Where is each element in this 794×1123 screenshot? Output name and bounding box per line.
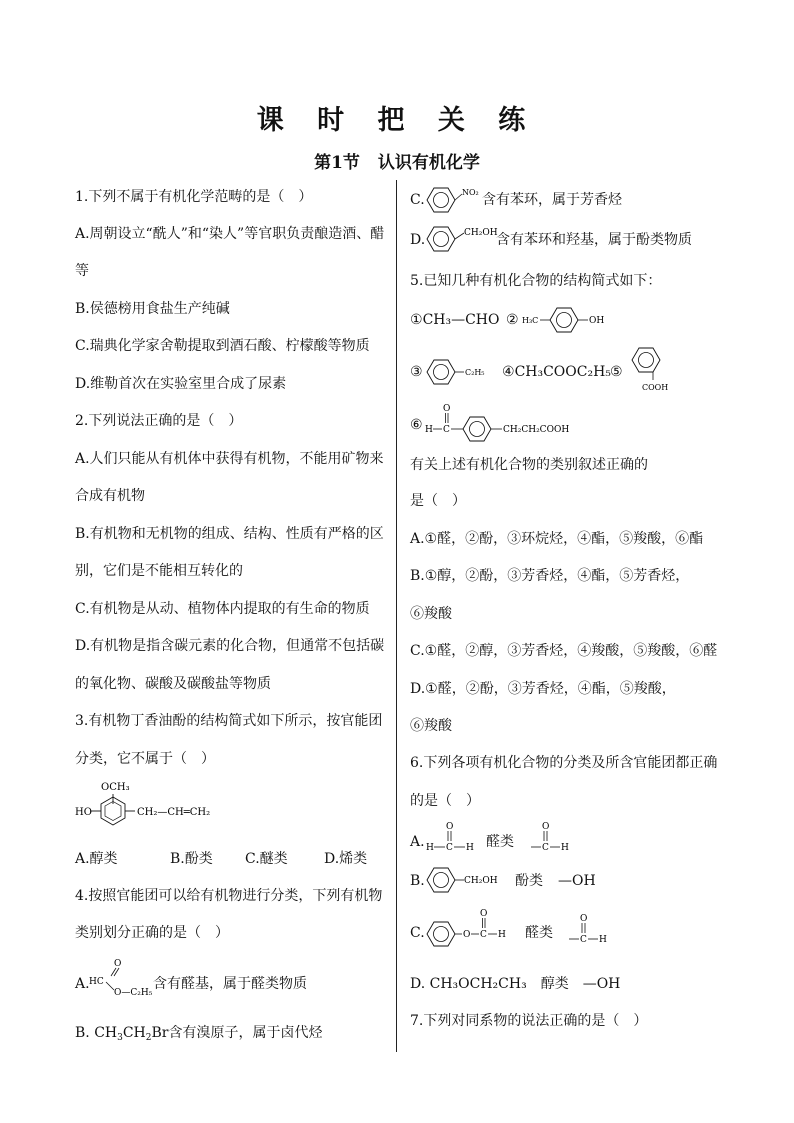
q4-option-c-text: 含有苯环，属于芳香烃 xyxy=(482,192,622,208)
s1-formula: CH₃—CHO xyxy=(422,312,500,328)
q1-option-a-cont: 等 xyxy=(75,263,89,279)
q4-option-d-text: 含有苯环和羟基，属于酚类物质 xyxy=(496,232,692,248)
q6-option-b-func: —OH xyxy=(558,873,596,889)
q5-question: 有关上述有机化合物的类别叙述正确的 xyxy=(410,457,648,473)
ho-label: HO xyxy=(75,807,92,818)
q1-option-b: B.侯德榜用食盐生产纯碱 xyxy=(75,301,230,317)
q4-stem-cont: 类别划分正确的是（ ） xyxy=(75,925,229,941)
q4-option-b-rest: Br含有溴原子，属于卤代烃 xyxy=(151,1025,323,1041)
q6a-fg-h-label: H xyxy=(561,843,569,853)
q6-stem: 6.下列各项有机化合物的分类及所含官能团都正确 xyxy=(410,755,718,771)
q6-option-c-label: C. xyxy=(410,925,425,941)
ethylbenzene-structure xyxy=(425,357,505,387)
q6-option-a-label: A. xyxy=(410,834,425,850)
q4-option-b-prefix: B. CH xyxy=(75,1025,118,1041)
c2h5-label: C₂H₅ xyxy=(465,368,485,377)
q3-option-a: A.醇类 xyxy=(75,851,118,867)
q5-option-c: C.①醛，②醇，③芳香烃，④羧酸，⑤羧酸，⑥醛 xyxy=(410,643,718,659)
q5-option-d-cont: ⑥羧酸 xyxy=(410,718,452,734)
q5-structure-4 xyxy=(502,363,611,381)
q4-option-c-label: C. xyxy=(410,192,425,208)
q1-option-c: C.瑞典化学家舍勒提取到酒石酸、柠檬酸等物质 xyxy=(75,338,370,354)
p-cresol-structure xyxy=(522,304,632,334)
q6c-c-label: C xyxy=(480,930,487,940)
phenyl-formate-structure xyxy=(424,908,524,948)
q4-option-b-sub2: 2 xyxy=(145,1033,152,1043)
och3-label: OCH₃ xyxy=(101,782,130,793)
q4-option-a-text: 含有醛基，属于醛类物质 xyxy=(153,976,307,992)
q6-option-b-class: 酚类 xyxy=(515,873,543,889)
s6-c-label: C xyxy=(443,425,450,435)
q5-structure-1 xyxy=(410,311,500,329)
s6-chain-label: CH₂CH₂COOH xyxy=(503,425,570,435)
q6c-fg-h-label: H xyxy=(599,935,607,945)
q2-option-a-cont: 合成有机物 xyxy=(75,488,145,504)
h3c-label: H₃C xyxy=(522,316,539,325)
structure-6 xyxy=(425,402,595,442)
q6b-benzyl-alcohol-structure xyxy=(424,864,514,898)
q5-question-cont: 是（ ） xyxy=(410,493,466,509)
q6c-fg-c-label: C xyxy=(580,935,587,945)
q6-option-c-class: 醛类 xyxy=(525,925,553,941)
q3-option-c: C.醚类 xyxy=(245,851,288,867)
q1-option-a: A.周朝设立“酰人”和“染人”等官职负责酿造酒、醋 xyxy=(75,226,385,242)
eugenol-structure xyxy=(75,782,225,832)
q2-option-c: C.有机物是从动、植物体内提取的有生命的物质 xyxy=(75,601,370,617)
q5-stem: 5.已知几种有机化合物的结构简式如下： xyxy=(410,273,662,289)
q6a-h1-label: H xyxy=(426,843,434,853)
q6a-c-label: C xyxy=(446,843,453,853)
q2-option-d-cont: 的氧化物、碳酸及碳酸盐等物质 xyxy=(75,676,271,692)
oh-label: OH xyxy=(589,316,605,326)
q6c-h-label: H xyxy=(498,930,506,940)
ch2oh-label: CH₂OH xyxy=(464,228,498,238)
q4-option-a-label: A. xyxy=(75,976,90,992)
q4-option-b-sub1: 3 xyxy=(117,1033,123,1043)
section-heading xyxy=(0,148,794,173)
q1-stem: 1.下列不属于有机化学范畴的是（ ） xyxy=(75,189,313,205)
q4-option-b xyxy=(75,1024,322,1047)
s6-o-label: O xyxy=(443,404,451,414)
q4-option-d-label: D. xyxy=(410,232,426,248)
q5-option-d: D.①醛，②酚，③芳香烃，④酯，⑤羧酸， xyxy=(410,681,676,697)
q1-option-d: D.维勒首次在实验室里合成了尿素 xyxy=(75,376,287,392)
aldehyde-group-structure xyxy=(530,820,580,856)
s6-label: ⑥ xyxy=(410,417,423,433)
hc-label: HC xyxy=(89,977,104,987)
q5-option-b: B.①醇，②酚，③芳香烃，④酯，⑤芳香烃， xyxy=(410,568,690,584)
s2-label: ② xyxy=(506,312,519,328)
section-name: 认识有机化学 xyxy=(377,153,480,173)
q6-option-d: D. CH₃OCH₂CH₃ 醇类 —OH xyxy=(410,976,621,992)
benzoic-acid-structure xyxy=(628,344,688,394)
carbonyl-o-label: O xyxy=(114,959,122,969)
q2-option-b-cont: 别，它们是不能相互转化的 xyxy=(75,563,243,579)
q2-stem: 2.下列说法正确的是（ ） xyxy=(75,413,243,429)
q4-stem: 4.按照官能团可以给有机物进行分类，下列有机物 xyxy=(75,888,383,904)
q3-stem: 3.有机物丁香油酚的结构简式如下所示，按官能团 xyxy=(75,713,383,729)
column-divider xyxy=(396,180,397,1052)
nitro-label: NO₂ xyxy=(462,188,479,197)
q6a-fg-o-label: O xyxy=(542,822,550,832)
s5-label: ⑤ xyxy=(610,364,623,380)
q2-option-d: D.有机物是指含碳元素的化合物，但通常不包括碳 xyxy=(75,638,385,654)
q3-option-d: D.烯类 xyxy=(324,851,368,867)
s1-label: ① xyxy=(410,312,423,328)
q6-option-b-label: B. xyxy=(410,873,425,889)
allyl-chain: CH₂—CH═CH₂ xyxy=(137,807,211,818)
q6c-carbonyl-o-label: O xyxy=(480,909,488,919)
q6-stem-cont: 的是（ ） xyxy=(410,793,480,809)
q2-option-a: A.人们只能从有机体中获得有机物，不能用矿物来 xyxy=(75,451,384,467)
s4-formula: CH₃COOC₂H₅ xyxy=(514,364,611,380)
q6c-fg-o-label: O xyxy=(580,914,588,924)
q6a-fg-c-label: C xyxy=(542,843,549,853)
s6-h-label: H xyxy=(425,425,433,435)
q6a-h2-label: H xyxy=(466,843,474,853)
q3-option-b: B.酚类 xyxy=(170,851,213,867)
q6-option-a-class: 醛类 xyxy=(486,834,514,850)
q6c-aldehyde-group xyxy=(568,912,618,948)
q6a-o-label: O xyxy=(446,822,454,832)
s4-label: ④ xyxy=(502,364,515,380)
page-title: 课 时 把 关 练 xyxy=(256,105,538,136)
q3-stem-cont: 分类，它不属于（ ） xyxy=(75,751,215,767)
q5-option-a: A.①醛，②酚，③环烷烃，④酯，⑤羧酸，⑥酯 xyxy=(410,531,704,547)
ethyl-formate-structure xyxy=(89,958,151,998)
q2-option-b: B.有机物和无机物的组成、结构、性质有严格的区 xyxy=(75,526,384,542)
section-number: 第1节 xyxy=(314,153,360,173)
cooh-label: COOH xyxy=(642,383,669,392)
q5-option-b-cont: ⑥羧酸 xyxy=(410,606,452,622)
q4-option-b-mid: CH xyxy=(122,1025,146,1041)
s3-label: ③ xyxy=(410,364,423,380)
q7-stem: 7.下列对同系物的说法正确的是（ ） xyxy=(410,1013,648,1029)
q6c-o-label: O xyxy=(463,930,471,940)
ester-o-label: O—C₂H₅ xyxy=(114,988,153,998)
q6b-ch2oh-label: CH₂OH xyxy=(464,876,498,886)
